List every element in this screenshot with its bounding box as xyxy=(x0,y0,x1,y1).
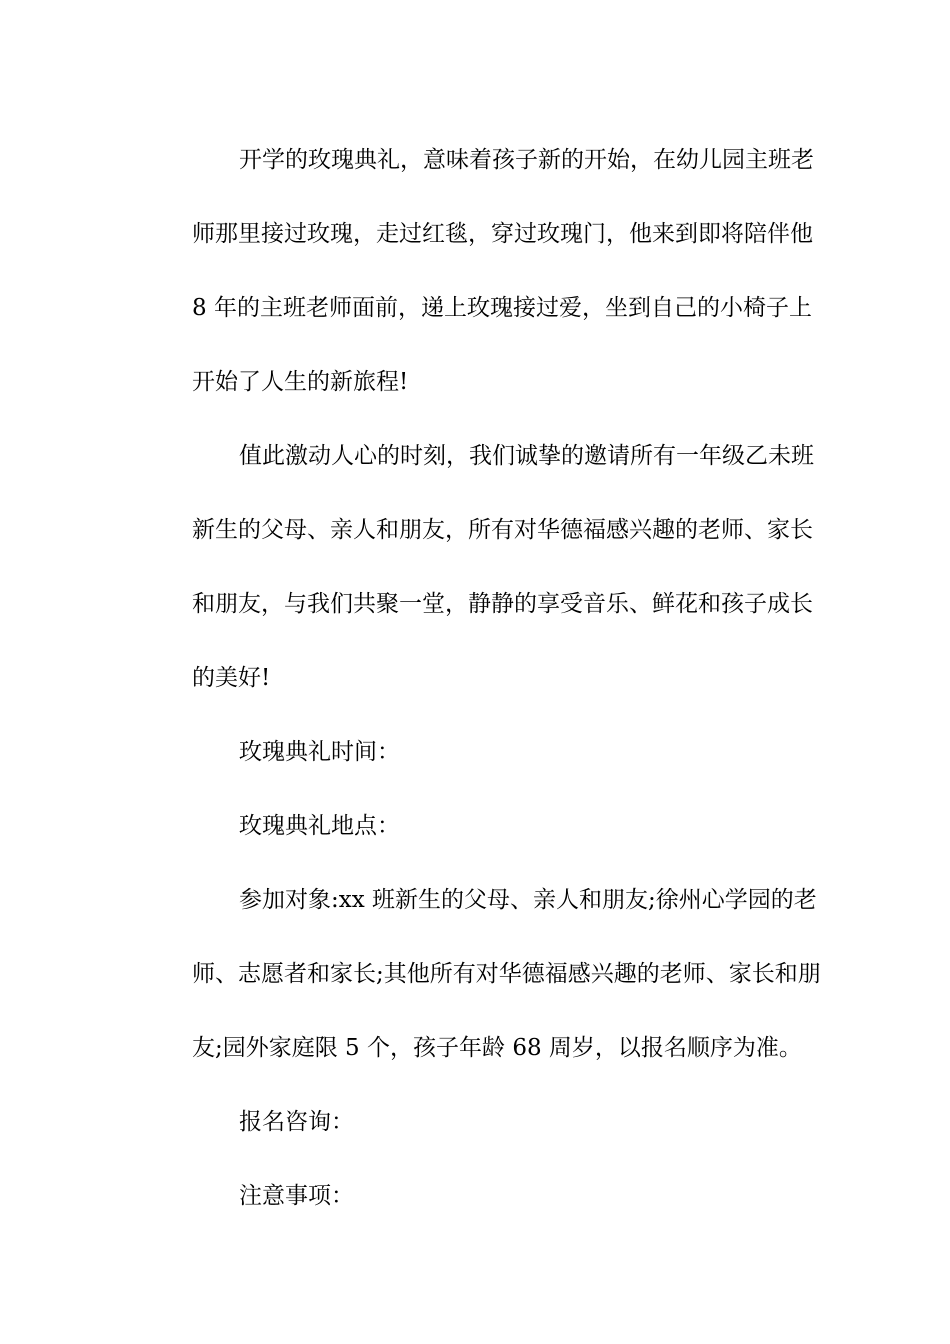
paragraph-participants xyxy=(145,863,821,1085)
paragraph-line: 玫瑰典礼时间： xyxy=(239,739,400,765)
paragraph-line: 开学的玫瑰典礼，意味着孩子新的开始，在幼儿园主班老 xyxy=(239,147,814,173)
document-body xyxy=(145,123,821,1233)
paragraph-line: 8 年的主班老师面前，递上玫瑰接过爱，坐到自己的小椅子上 xyxy=(192,295,812,321)
paragraph-ceremony-location xyxy=(145,789,805,863)
paragraph-line: 注意事项： xyxy=(239,1183,354,1209)
paragraph-notes xyxy=(145,1159,805,1233)
paragraph-registration xyxy=(145,1085,805,1159)
paragraph-line: 的美好! xyxy=(192,665,271,691)
paragraph-line: 新生的父母、亲人和朋友，所有对华德福感兴趣的老师、家长 xyxy=(192,517,813,543)
paragraph-line: 参加对象:xx 班新生的父母、亲人和朋友;徐州心学园的老 xyxy=(239,887,817,913)
paragraph-line: 友;园外家庭限 5 个，孩子年龄 68 周岁，以报名顺序为准。 xyxy=(192,1035,802,1061)
paragraph-line: 值此激动人心的时刻，我们诚挚的邀请所有一年级乙未班 xyxy=(239,443,814,469)
paragraph-line: 开始了人生的新旅程! xyxy=(192,369,409,395)
paragraph-invitation xyxy=(145,419,814,715)
paragraph-line: 师那里接过玫瑰，走过红毯，穿过玫瑰门，他来到即将陪伴他 xyxy=(192,221,813,247)
paragraph-line: 玫瑰典礼地点： xyxy=(239,813,400,839)
paragraph-line: 师、志愿者和家长;其他所有对华德福感兴趣的老师、家长和朋 xyxy=(192,961,821,987)
paragraph-line: 报名咨询： xyxy=(239,1109,354,1135)
paragraph-ceremony-time xyxy=(145,715,805,789)
paragraph-line: 和朋友，与我们共聚一堂，静静的享受音乐、鲜花和孩子成长 xyxy=(192,591,813,617)
paragraph-ceremony-intro xyxy=(145,123,814,419)
